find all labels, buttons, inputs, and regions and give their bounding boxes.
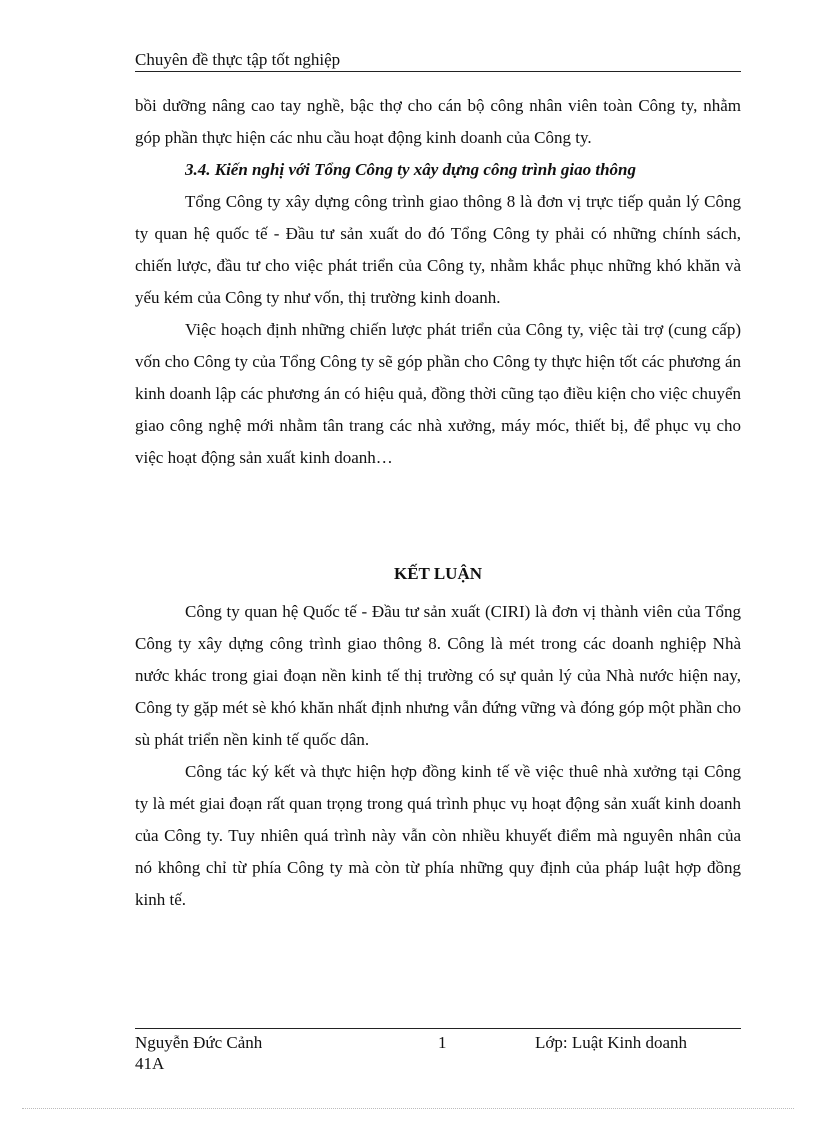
footer-divider (135, 1028, 741, 1029)
section-heading: 3.4. Kiến nghị với Tổng Công ty xây dựng công trình giao thông (185, 160, 636, 179)
page-header: Chuyên đề thực tập tốt nghiệp (135, 50, 741, 72)
page-break-divider (22, 1108, 794, 1109)
footer-year: 41A (135, 1054, 165, 1073)
conclusion-title: KẾT LUẬN (393, 564, 482, 583)
paragraph: Công ty quan hệ Quốc tế - Đầu tư sản xuất (CIRI) là đơn vị thành viên của Tổng Công ty xây dựng công trình giao thông 8. Công là mét trong các doanh nghiệp Nhà nước khác trong giai đoạn nền kinh tế thị trường có sự quản lý của Nhà nước hiện nay, Công ty gặp mét sè khó khăn nhất định nhưng vẫn đứng vững và đóng góp một phần cho sù phát triển nền kinh tế quốc dân. (135, 602, 741, 749)
footer-author: Nguyễn Đức Cảnh (135, 1033, 263, 1052)
footer-class: Lớp: Luật Kinh doanh (535, 1033, 688, 1052)
page-number: 1 (438, 1033, 447, 1052)
document-body (135, 90, 741, 916)
paragraph: Công tác ký kết và thực hiện hợp đồng kinh tế về việc thuê nhà xưởng tại Công ty là mét giai đoạn rất quan trọng trong quá trình phục vụ hoạt động sản xuất kinh doanh của Công ty. Tuy nhiên quá trình này vẫn còn nhiều khuyết điểm mà nguyên nhân của nó không chỉ từ phía Công ty mà còn từ phía những quy định của pháp luật hợp đồng kinh tế. (135, 762, 741, 909)
paragraph: Tổng Công ty xây dựng công trình giao thông 8 là đơn vị trực tiếp quản lý Công ty quan hệ quốc tế - Đầu tư sản xuất do đó Tổng Công ty phải có những chính sách, chiến lược, đầu tư cho việc phát triển của Công ty, nhằm khắc phục những khó khăn và yếu kém của Công ty như vốn, thị trường kinh doanh. (135, 192, 741, 307)
paragraph: Việc hoạch định những chiến lược phát triển của Công ty, việc tài trợ (cung cấp) vốn cho Công ty của Tổng Công ty sẽ góp phần cho Công ty thực hiện tốt các phương án kinh doanh lập các phương án có hiệu quả, đồng thời cũng tạo điều kiện cho việc chuyển giao công nghệ mới nhằm tân trang các nhà xưởng, máy móc, thiết bị, để phục vụ cho việc hoạt động sản xuất kinh doanh… (135, 320, 741, 467)
spacer (135, 474, 741, 558)
paragraph-continuation: bồi dưỡng nâng cao tay nghề, bậc thợ cho cán bộ công nhân viên toàn Công ty, nhằm góp phần thực hiện các nhu cầu hoạt động kinh doanh của Công ty. (135, 96, 741, 147)
